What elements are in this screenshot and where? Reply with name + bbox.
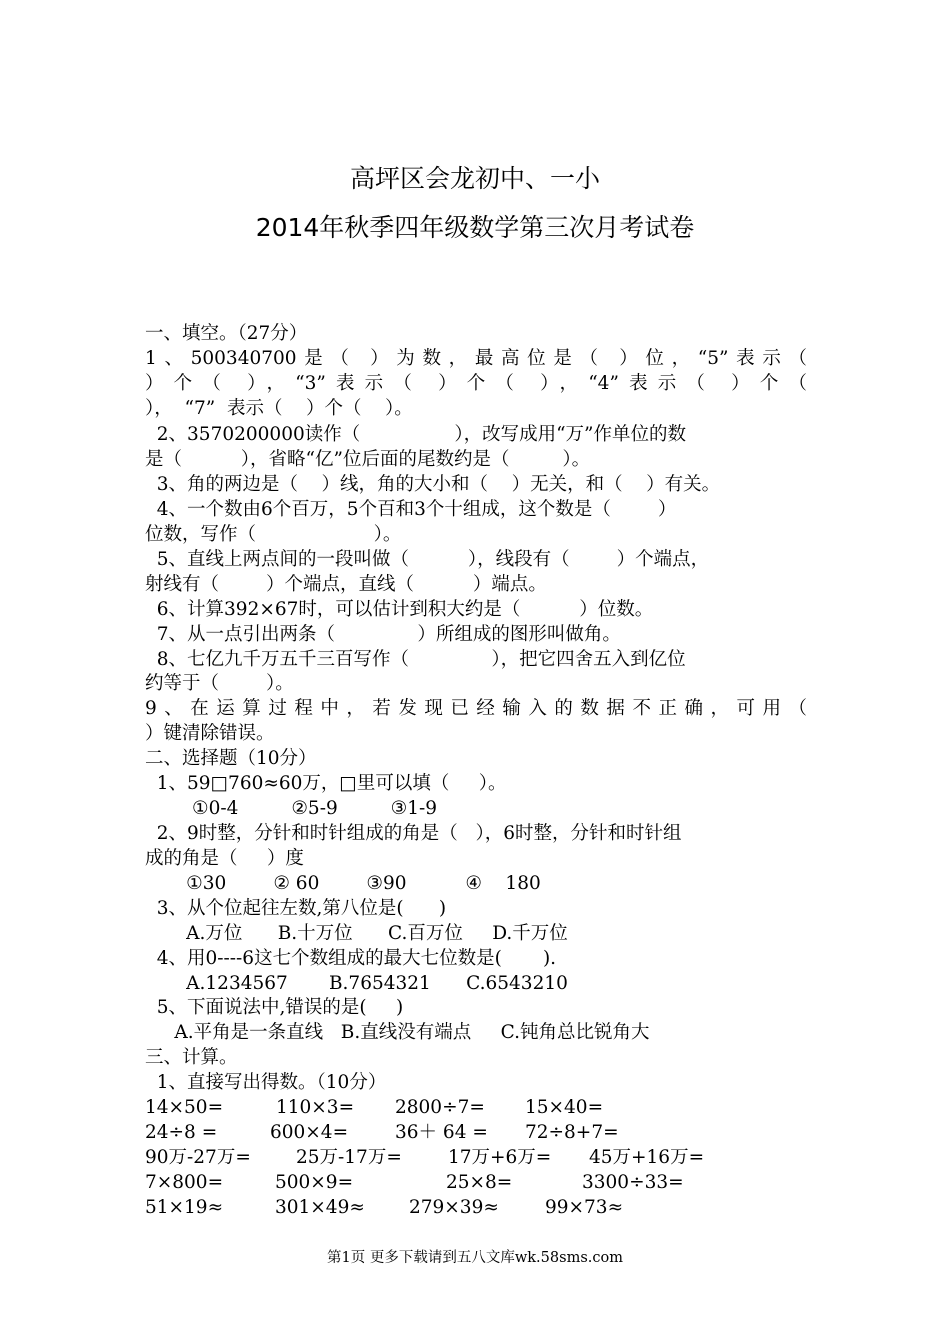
- options-line: ①0-4 ②5-9 ③1-9: [145, 798, 438, 819]
- calc-item: 72÷8+7=: [525, 1122, 619, 1143]
- calc-item: 99×73≈: [545, 1197, 624, 1218]
- question-line: 3、从个位起往左数,第八位是( ): [145, 898, 447, 919]
- options-line: A.1234567 B.7654321 C.6543210: [145, 973, 568, 994]
- question-line: ）个（ ），“3”表示（ ）个（ ），“4”表示（ ）个（: [145, 373, 807, 394]
- question-line: 7、从一点引出两条（ ）所组成的图形叫做角。: [145, 624, 621, 645]
- question-line: 5、直线上两点间的一段叫做（ ），线段有（ ）个端点，: [145, 549, 710, 570]
- calc-item: 3300÷33=: [582, 1172, 684, 1193]
- calc-item: 15×40=: [525, 1097, 604, 1118]
- calc-item: 90万-27万=: [145, 1147, 251, 1168]
- question-line: 约等于（ ）。: [145, 673, 294, 694]
- sub-heading: 1、直接写出得数。（10分）: [145, 1072, 387, 1093]
- options-line: ①30 ② 60 ③90 ④ 180: [145, 873, 541, 894]
- question-line: 4、一个数由6个百万，5个百和3个十组成，这个数是（ ）: [145, 499, 677, 520]
- calc-item: 14×50=: [145, 1097, 224, 1118]
- calc-item: 600×4=: [270, 1122, 349, 1143]
- options-line: A.平角是一条直线 B.直线没有端点 C.钝角总比锐角大: [145, 1022, 650, 1043]
- calc-item: 500×9=: [275, 1172, 354, 1193]
- calc-item: 24÷8 =: [145, 1122, 218, 1143]
- question-line: 成的角是（ ）度: [145, 848, 304, 869]
- school-title: 高坪区会龙初中、一小: [349, 164, 600, 193]
- calc-item: 2800÷7=: [395, 1097, 485, 1118]
- section-heading-choice: 二、选择题（10分）: [145, 748, 317, 769]
- question-line: 1、500340700是（ ）为数，最高位是（ ）位，“5”表示（: [145, 348, 807, 369]
- calc-item: 279×39≈: [409, 1197, 499, 1218]
- calc-item: 45万+16万=: [589, 1147, 705, 1168]
- question-line: 4、用0----6这七个数组成的最大七位数是( ).: [145, 948, 557, 969]
- question-line: 8、七亿九千万五千三百写作（ ），把它四舍五入到亿位: [145, 649, 686, 670]
- question-line: 2、3570200000读作（ ），改写成用“万”作单位的数: [145, 424, 686, 445]
- calc-item: 51×19≈: [145, 1197, 224, 1218]
- question-line: 6、计算392×67时，可以估计到积大约是（ ）位数。: [145, 599, 654, 620]
- question-line: 5、下面说法中,错误的是( ): [145, 997, 404, 1018]
- calc-item: 25×8=: [446, 1172, 513, 1193]
- options-line: A.万位 B.十万位 C.百万位 D.千万位: [145, 923, 568, 944]
- question-line: ）， “7” 表示（ ）个（ ）。: [145, 398, 413, 419]
- question-line: 射线有（ ）个端点，直线（ ）端点。: [145, 574, 547, 595]
- question-line: 位数，写作（ ）。: [145, 524, 402, 545]
- question-line: 9、在运算过程中，若发现已经输入的数据不正确，可用（: [145, 698, 807, 719]
- calc-item: 301×49≈: [275, 1197, 365, 1218]
- calc-item: 17万+6万=: [448, 1147, 552, 1168]
- calc-item: 7×800=: [145, 1172, 224, 1193]
- exam-title: 2014年秋季四年级数学第三次月考试卷: [255, 213, 695, 242]
- calc-item: 36＋ 64 =: [395, 1122, 488, 1143]
- calc-item: 110×3=: [276, 1097, 355, 1118]
- question-line: 是（ ），省略“亿”位后面的尾数约是（ ）。: [145, 449, 591, 470]
- page-footer: 第1页 更多下载请到五八文库wk.58sms.com: [327, 1250, 623, 1266]
- question-line: 1、59□760≈60万，□里可以填（ ）。: [145, 773, 507, 794]
- section-heading-fill-blank: 一、填空。（27分）: [145, 323, 308, 344]
- question-line: ）键清除错误。: [145, 723, 275, 744]
- calc-item: 25万-17万=: [296, 1147, 402, 1168]
- question-line: 3、角的两边是（ ）线，角的大小和（ ）无关，和（ ）有关。: [145, 474, 721, 495]
- section-heading-calc: 三、计算。: [145, 1047, 238, 1068]
- question-line: 2、9时整，分针和时针组成的角是（ ），6时整，分针和时针组: [145, 823, 682, 844]
